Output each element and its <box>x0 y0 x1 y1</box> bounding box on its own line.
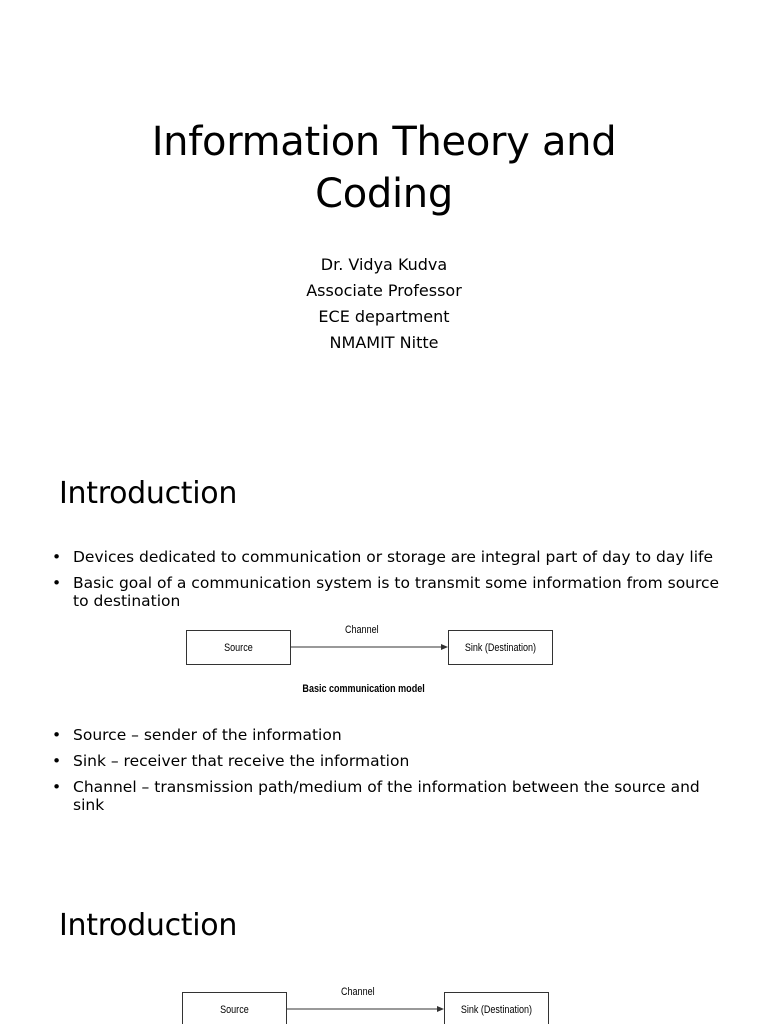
channel-label: Channel <box>341 986 375 998</box>
intro-slide-2 <box>0 864 768 1024</box>
bullet-text: Devices dedicated to communication or storage are integral part of day to day life <box>73 548 714 566</box>
bullet-marker: • <box>52 726 62 744</box>
bullet-item <box>52 548 722 566</box>
sink-label: Sink (Destination) <box>460 1003 533 1016</box>
sink-box <box>448 630 553 665</box>
source-box <box>182 992 287 1024</box>
author-department: ECE department <box>318 307 450 326</box>
bullet-item <box>52 778 722 814</box>
bullet-item <box>52 752 722 770</box>
sink-box <box>444 992 549 1024</box>
source-label: Source <box>224 641 253 654</box>
bullet-marker: • <box>52 548 62 566</box>
title-slide <box>0 0 768 432</box>
intro-slide <box>0 432 768 864</box>
bullet-item <box>52 726 722 744</box>
bullet-marker: • <box>52 574 62 592</box>
source-box <box>186 630 291 665</box>
author-institution: NMAMIT Nitte <box>329 333 439 352</box>
author-block <box>184 252 584 356</box>
bullet-text: Sink – receiver that receive the information <box>73 752 410 770</box>
communication-model-diagram <box>0 620 768 700</box>
sink-label: Sink (Destination) <box>464 641 537 654</box>
channel-label: Channel <box>345 624 379 636</box>
slide-heading: Introduction <box>59 908 238 943</box>
bullet-item <box>52 574 722 610</box>
bullet-list <box>52 726 722 822</box>
diagram-caption: Basic communication model <box>302 683 426 695</box>
title-line-2: Coding <box>315 171 453 217</box>
communication-model-diagram <box>0 982 768 1024</box>
source-label: Source <box>220 1003 249 1016</box>
bullet-text: Basic goal of a communication system is to transmit some information from source to destination <box>73 574 720 610</box>
bullet-text: Channel – transmission path/medium of the information between the source and sink <box>73 778 700 814</box>
author-position: Associate Professor <box>306 281 462 300</box>
bullet-marker: • <box>52 778 62 796</box>
author-name: Dr. Vidya Kudva <box>320 255 448 274</box>
bullet-list <box>52 548 722 618</box>
bullet-text: Source – sender of the information <box>73 726 342 744</box>
title-line-1: Information Theory and <box>151 119 617 165</box>
channel-arrow <box>0 982 768 1024</box>
slide-heading: Introduction <box>59 476 238 511</box>
presentation-title <box>84 116 684 220</box>
bullet-marker: • <box>52 752 62 770</box>
